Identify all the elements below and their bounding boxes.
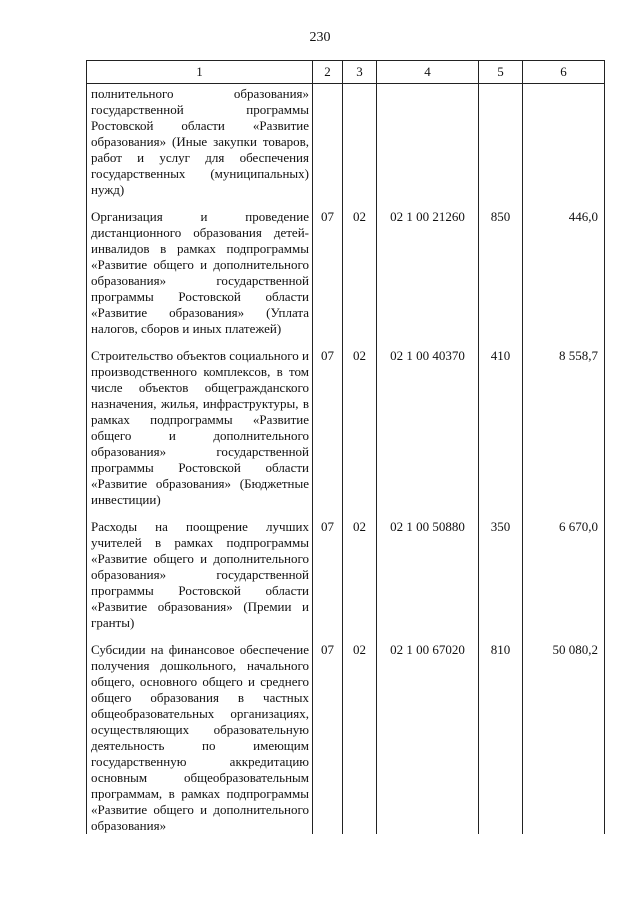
row-subsection: 02 <box>343 207 377 346</box>
table-row <box>87 207 605 346</box>
header-col-2: 2 <box>313 61 343 84</box>
row-amount: 50 080,2 <box>523 640 605 834</box>
row-description: Организация и проведение дистанционного образования детей-инвалидов в рамках подпрограммы «Развитие общего и дополнительного образования» государственной программы Ростовской области «Развитие образования» (Уплата налогов, сборов и иных платежей) <box>87 207 313 346</box>
table-row <box>87 84 605 208</box>
row-expense-type: 810 <box>479 640 523 834</box>
row-section <box>313 84 343 208</box>
row-amount: 8 558,7 <box>523 346 605 517</box>
table-row <box>87 346 605 517</box>
row-expense-type: 850 <box>479 207 523 346</box>
table-row <box>87 640 605 834</box>
header-col-3: 3 <box>343 61 377 84</box>
budget-table <box>86 60 605 834</box>
header-col-5: 5 <box>479 61 523 84</box>
row-target-code: 02 1 00 40370 <box>377 346 479 517</box>
row-subsection: 02 <box>343 346 377 517</box>
row-subsection: 02 <box>343 640 377 834</box>
table-row <box>87 517 605 640</box>
row-section: 07 <box>313 346 343 517</box>
header-col-6: 6 <box>523 61 605 84</box>
table-header <box>87 61 605 84</box>
row-expense-type: 410 <box>479 346 523 517</box>
page-number: 230 <box>309 30 331 45</box>
row-description: полнительного образования» государственной программы Ростовской области «Развитие образования» (Иные закупки товаров, работ и услуг для обеспечения государственных (муниципальных) нужд) <box>87 84 313 208</box>
row-amount <box>523 84 605 208</box>
row-subsection <box>343 84 377 208</box>
row-amount: 446,0 <box>523 207 605 346</box>
row-description: Строительство объектов социального и производственного комплексов, в том числе объектов общегражданского назначения, жилья, инфраструктуры, в рамках подпрограммы «Развитие общего и дополнительного образования» государственной программы Ростовской области «Развитие образования» (Бюджетные инвестиции) <box>87 346 313 517</box>
row-description: Расходы на поощрение лучших учителей в рамках подпрограммы «Развитие общего и дополнительного образования» государственной программы Ростовской области «Развитие образования» (Премии и гранты) <box>87 517 313 640</box>
row-section: 07 <box>313 640 343 834</box>
row-description: Субсидии на финансовое обеспечение получения дошкольного, начального общего, основного общего и среднего общего образования в частных общеобразовательных организациях, осуществляющих образовательную деятельность по имеющим государственную аккредитацию основным общеобразовательным программам, в рамках подпрограммы «Развитие общего и дополнительного образования» <box>87 640 313 834</box>
row-expense-type: 350 <box>479 517 523 640</box>
row-subsection: 02 <box>343 517 377 640</box>
row-target-code: 02 1 00 50880 <box>377 517 479 640</box>
row-target-code: 02 1 00 21260 <box>377 207 479 346</box>
header-col-4: 4 <box>377 61 479 84</box>
row-target-code <box>377 84 479 208</box>
row-target-code: 02 1 00 67020 <box>377 640 479 834</box>
row-section: 07 <box>313 207 343 346</box>
row-section: 07 <box>313 517 343 640</box>
row-amount: 6 670,0 <box>523 517 605 640</box>
row-expense-type <box>479 84 523 208</box>
header-col-1: 1 <box>87 61 313 84</box>
